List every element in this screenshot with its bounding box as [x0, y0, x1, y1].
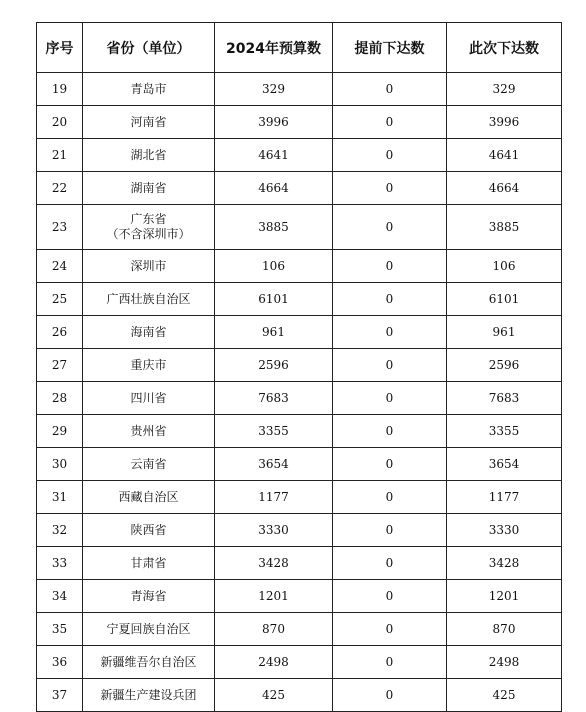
- table-body: [37, 73, 562, 712]
- table-row: [37, 415, 562, 448]
- cell-seq: 21: [37, 139, 83, 172]
- cell-now: 3428: [447, 547, 562, 580]
- cell-early: 0: [333, 106, 447, 139]
- cell-early: 0: [333, 415, 447, 448]
- cell-province: 深圳市: [83, 250, 215, 283]
- cell-seq: 20: [37, 106, 83, 139]
- cell-province: 贵州省: [83, 415, 215, 448]
- cell-now: 106: [447, 250, 562, 283]
- header-province: 省份（单位）: [83, 23, 215, 73]
- cell-province: 甘肃省: [83, 547, 215, 580]
- cell-budget: 1201: [215, 580, 333, 613]
- cell-now: 4641: [447, 139, 562, 172]
- cell-early: 0: [333, 283, 447, 316]
- table-row: [37, 580, 562, 613]
- budget-table: [36, 22, 562, 712]
- cell-early: 0: [333, 547, 447, 580]
- cell-seq: 25: [37, 283, 83, 316]
- province-name: 广东省: [130, 212, 167, 226]
- cell-budget: 961: [215, 316, 333, 349]
- cell-seq: 23: [37, 205, 83, 250]
- cell-seq: 24: [37, 250, 83, 283]
- cell-budget: 425: [215, 679, 333, 712]
- cell-now: 329: [447, 73, 562, 106]
- table-row: [37, 172, 562, 205]
- province-note: （不含深圳市）: [106, 227, 191, 241]
- cell-seq: 27: [37, 349, 83, 382]
- cell-province: [83, 205, 215, 250]
- cell-province: 西藏自治区: [83, 481, 215, 514]
- cell-province: 云南省: [83, 448, 215, 481]
- cell-now: 425: [447, 679, 562, 712]
- cell-budget: 870: [215, 613, 333, 646]
- cell-early: 0: [333, 382, 447, 415]
- cell-budget: 106: [215, 250, 333, 283]
- cell-budget: 3330: [215, 514, 333, 547]
- table-row: [37, 547, 562, 580]
- cell-province: 广西壮族自治区: [83, 283, 215, 316]
- cell-budget: 3885: [215, 205, 333, 250]
- cell-budget: 3654: [215, 448, 333, 481]
- cell-seq: 31: [37, 481, 83, 514]
- cell-province: 重庆市: [83, 349, 215, 382]
- table-row: [37, 205, 562, 250]
- cell-early: 0: [333, 73, 447, 106]
- table-row: [37, 481, 562, 514]
- cell-now: 3996: [447, 106, 562, 139]
- cell-seq: 36: [37, 646, 83, 679]
- cell-province: 青海省: [83, 580, 215, 613]
- cell-province: 河南省: [83, 106, 215, 139]
- cell-now: 3330: [447, 514, 562, 547]
- cell-seq: 30: [37, 448, 83, 481]
- table-row: [37, 349, 562, 382]
- cell-budget: 3355: [215, 415, 333, 448]
- cell-budget: 3428: [215, 547, 333, 580]
- table-row: [37, 73, 562, 106]
- cell-seq: 34: [37, 580, 83, 613]
- cell-budget: 1177: [215, 481, 333, 514]
- header-seq: 序号: [37, 23, 83, 73]
- cell-now: 1177: [447, 481, 562, 514]
- cell-province: 湖南省: [83, 172, 215, 205]
- cell-budget: 6101: [215, 283, 333, 316]
- cell-province: 海南省: [83, 316, 215, 349]
- table-row: [37, 250, 562, 283]
- cell-early: 0: [333, 172, 447, 205]
- cell-province: 青岛市: [83, 73, 215, 106]
- cell-budget: 7683: [215, 382, 333, 415]
- cell-now: 6101: [447, 283, 562, 316]
- table-row: [37, 316, 562, 349]
- cell-early: 0: [333, 481, 447, 514]
- cell-budget: 4664: [215, 172, 333, 205]
- cell-seq: 35: [37, 613, 83, 646]
- header-row: [37, 23, 562, 73]
- cell-budget: 4641: [215, 139, 333, 172]
- cell-province: 新疆维吾尔自治区: [83, 646, 215, 679]
- table-row: [37, 613, 562, 646]
- cell-early: 0: [333, 205, 447, 250]
- cell-early: 0: [333, 580, 447, 613]
- cell-early: 0: [333, 514, 447, 547]
- cell-province: 宁夏回族自治区: [83, 613, 215, 646]
- cell-province: 四川省: [83, 382, 215, 415]
- header-budget: 2024年预算数: [215, 23, 333, 73]
- cell-province: 湖北省: [83, 139, 215, 172]
- cell-early: 0: [333, 646, 447, 679]
- table-row: [37, 448, 562, 481]
- table-row: [37, 514, 562, 547]
- table-row: [37, 283, 562, 316]
- cell-budget: 2498: [215, 646, 333, 679]
- cell-budget: 329: [215, 73, 333, 106]
- cell-now: 3654: [447, 448, 562, 481]
- cell-now: 870: [447, 613, 562, 646]
- cell-early: 0: [333, 613, 447, 646]
- cell-now: 1201: [447, 580, 562, 613]
- cell-province: 新疆生产建设兵团: [83, 679, 215, 712]
- cell-now: 3885: [447, 205, 562, 250]
- cell-seq: 26: [37, 316, 83, 349]
- table-row: [37, 106, 562, 139]
- cell-seq: 22: [37, 172, 83, 205]
- cell-seq: 28: [37, 382, 83, 415]
- cell-now: 2596: [447, 349, 562, 382]
- table-row: [37, 382, 562, 415]
- cell-early: 0: [333, 448, 447, 481]
- cell-province: 陕西省: [83, 514, 215, 547]
- cell-budget: 2596: [215, 349, 333, 382]
- cell-seq: 32: [37, 514, 83, 547]
- cell-seq: 33: [37, 547, 83, 580]
- cell-now: 3355: [447, 415, 562, 448]
- table-row: [37, 646, 562, 679]
- cell-seq: 37: [37, 679, 83, 712]
- header-now: 此次下达数: [447, 23, 562, 73]
- cell-seq: 29: [37, 415, 83, 448]
- cell-early: 0: [333, 250, 447, 283]
- cell-budget: 3996: [215, 106, 333, 139]
- cell-now: 4664: [447, 172, 562, 205]
- table-header: [37, 23, 562, 73]
- table-row: [37, 679, 562, 712]
- cell-early: 0: [333, 139, 447, 172]
- cell-now: 7683: [447, 382, 562, 415]
- header-early: 提前下达数: [333, 23, 447, 73]
- cell-early: 0: [333, 679, 447, 712]
- cell-early: 0: [333, 349, 447, 382]
- table-row: [37, 139, 562, 172]
- cell-now: 961: [447, 316, 562, 349]
- cell-early: 0: [333, 316, 447, 349]
- cell-seq: 19: [37, 73, 83, 106]
- cell-now: 2498: [447, 646, 562, 679]
